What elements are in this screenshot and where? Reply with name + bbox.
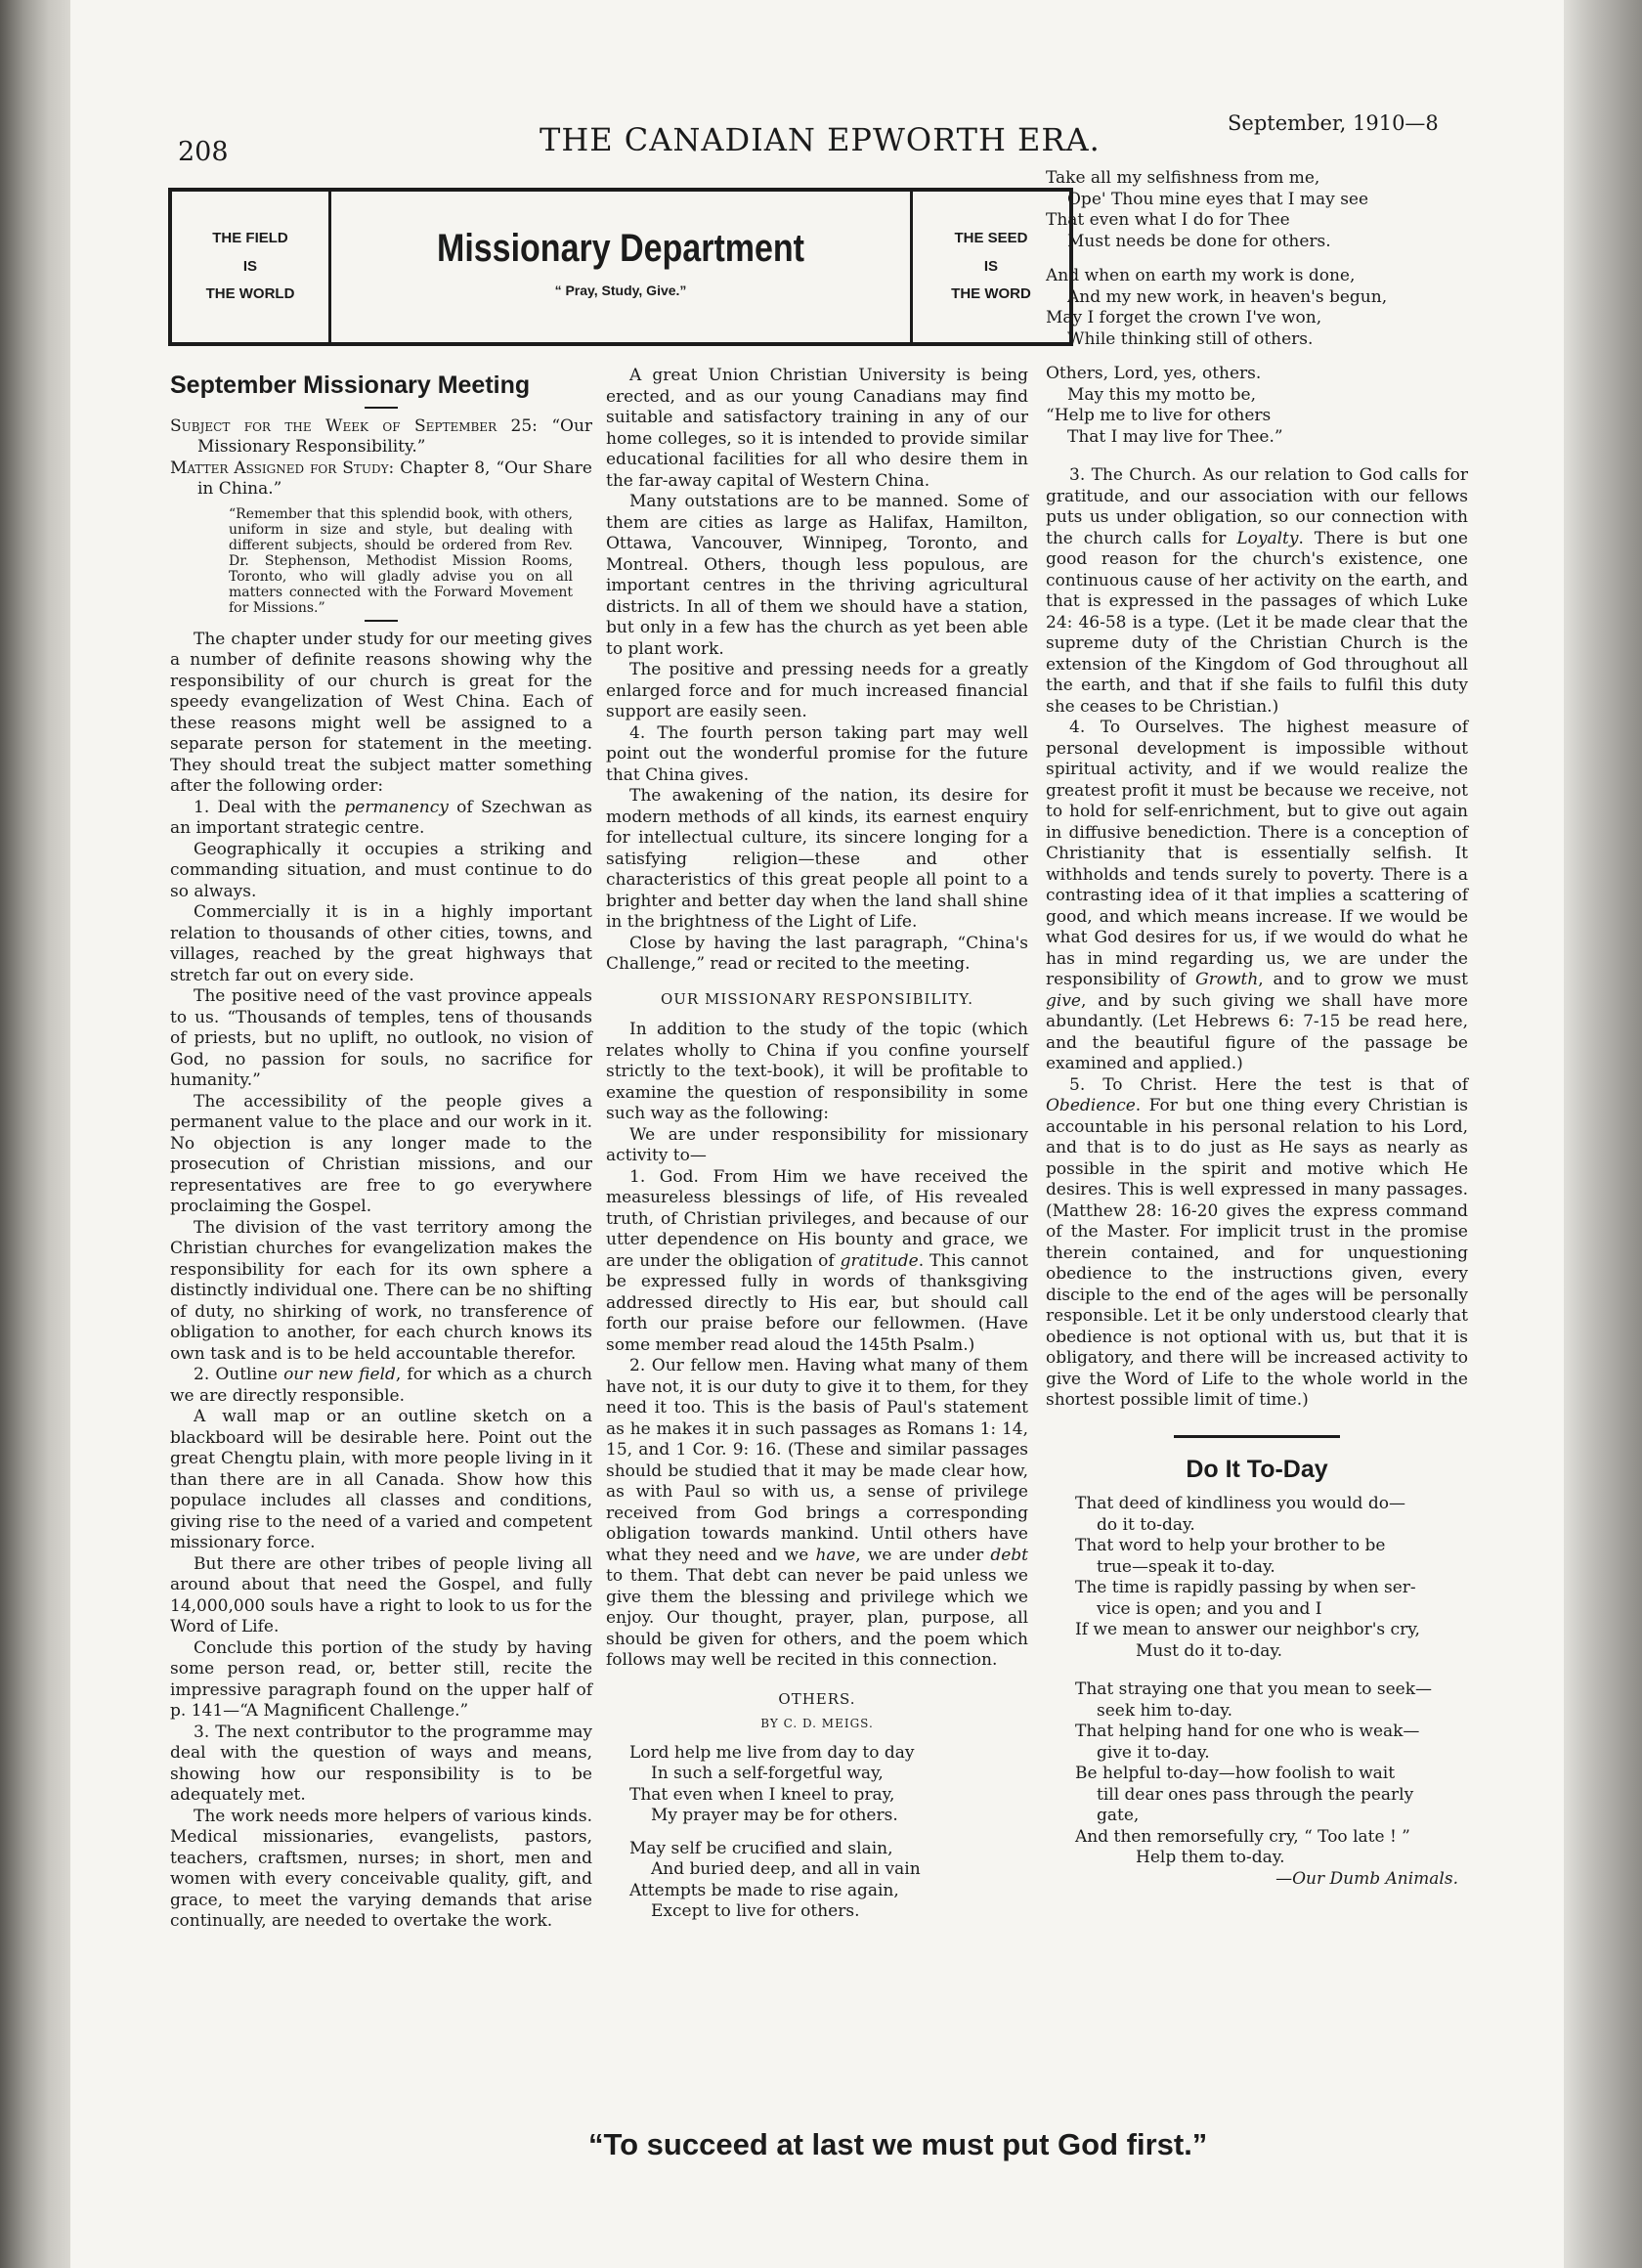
poem-line: And when on earth my work is done, — [1046, 266, 1356, 285]
banner-left-line: IS — [242, 257, 258, 275]
paragraph: 3. The next contributor to the programme may deal with the question of ways and means, showing how our responsibility is to be adequately met. — [170, 1722, 592, 1805]
paragraph: We are under responsibility for missionary activity to— — [606, 1124, 1028, 1165]
poem-do-it-today — [1046, 1494, 1468, 1890]
book-binding — [0, 0, 70, 2268]
page-number: 208 — [178, 137, 229, 167]
poem-line: In such a self-forgetful way, — [651, 1764, 884, 1783]
banner-left-line: THE FIELD — [212, 230, 288, 247]
department-motto: “ Pray, Study, Give.” — [554, 283, 687, 298]
banner-right-line: IS — [983, 257, 999, 275]
banner-right-line: THE SEED — [954, 230, 1028, 247]
paragraph: Many outstations are to be manned. Some of them are cities as large as Halifax, Hamilton, Ottawa, Vancouver, Winnipeg, Toronto, and Montreal. Others, though less populous, are important centres in the thriving agricultural districts. In all of them we should have a station, but only in a few has the church as yet been able to plant work. — [606, 492, 1028, 659]
department-banner — [168, 188, 1073, 346]
paragraph: Commercially it is in a highly important relation to thousands of other cities, towns, and villages, reached by the great highways that stretch far out on every side. — [170, 902, 592, 985]
section-divider — [1174, 1435, 1340, 1438]
poem-line: That even when I kneel to pray, — [629, 1784, 895, 1805]
poem-line: If we mean to answer our neighbor's cry, — [1075, 1620, 1420, 1639]
paragraph: 2. Our fellow men. Having what many of them have not, it is our duty to give it to them, for they need it too. This is the basis of Paul's statement as he makes it in such passages as Romans 1: 14, 15, and 1 Cor. 9: 16. (These and similar passages should be studied that it may be made clear how, as with Paul so with us, a sense of privilege received from God brings a corresponding obligation towards mankind. Until others have what they need and we have, we are under debt to them. That debt can never be paid unless we give them the blessing and privilege which we enjoy. Our thought, prayer, plan, purpose, all should be given for others, and the poem which follows may well be recited in this connection. — [606, 1356, 1029, 1670]
adjacent-page-edge — [1564, 0, 1642, 2268]
paragraph: 1. God. From Him we have received the measureless blessings of life, of His revealed truth, of Christian privileges, and because of our utter dependence on His bounty and grace, we are under the obligation of gratitude. This cannot be expressed fully in words of thanksgiving addressed directly to His ear, but should call forth our praise before our fellowmen. (Have some member read aloud the 145th Psalm.) — [606, 1166, 1028, 1355]
poem-line: That straying one that you mean to seek— — [1075, 1679, 1433, 1699]
paragraph: 3. The Church. As our relation to God calls for gratitude, and our association with our fellows puts us under obligation, so our connection with the church calls for Loyalty. There is but one good reason for the church's existence, one continuous cause of her activity on the earth, and that is expressed in the passages of which Luke 24: 46-58 is a type. (Let it be made clear that the supreme duty of the Christian Church is the extension of the Kingdom of God throughout all the earth, and that if she fails to fulfil this duty she ceases to be Christian.) — [1046, 465, 1468, 717]
poem-line: Be helpful to-day—how foolish to wait — [1075, 1764, 1396, 1783]
matter-line: Matter Assigned for Study: Chapter 8, “Our Share in China.” — [170, 458, 592, 499]
poem-line: Others, Lord, yes, others. — [1046, 364, 1262, 383]
banner-left-box — [172, 192, 331, 342]
poem-line: Take all my selfishness from me, — [1046, 168, 1320, 188]
poem-line: Attempts be made to rise again, — [629, 1880, 899, 1900]
paragraph: The positive need of the vast province appeals to us. “Thousands of temples, tens of thousands of priests, but no uplift, no outlook, no vision of God, no passion for souls, no sacrifice for humanity.” — [170, 986, 592, 1090]
poem-title: OTHERS. — [778, 1689, 856, 1708]
poem-line: give it to-day. — [1097, 1742, 1210, 1763]
column-2 — [606, 366, 1028, 1941]
poem-source: —Our Dumb Animals. — [1275, 1868, 1458, 1889]
running-title: THE CANADIAN EPWORTH ERA. — [540, 121, 1101, 158]
poem-line: seek him to-day. — [1097, 1700, 1233, 1721]
paragraph: Conclude this portion of the study by having some person read, or, better still, recite the impressive paragraph found on the upper half of p. 141—“A Magnificent Challenge.” — [170, 1637, 592, 1721]
poem-line: “Help me to live for others — [1046, 406, 1272, 425]
poem-line: Must do it to-day. — [1136, 1640, 1283, 1661]
poem-line: That helping hand for one who is weak— — [1075, 1722, 1420, 1741]
paragraph: 2. Outline our new field, for which as a church we are directly responsible. — [170, 1365, 592, 1406]
paragraph: Close by having the last paragraph, “China's Challenge,” read or recited to the meeting. — [606, 933, 1028, 974]
book-note: “Remember that this splendid book, with others, uniform in size and style, but dealing with different subjects, should be ordered from Rev. Dr. Stephenson, Methodist Mission Rooms, Toronto, who will gladly advise you on all matters connected with the Forward Movement for Missions.” — [229, 505, 573, 616]
poem-heading: Do It To-Day — [1186, 1455, 1328, 1483]
paragraph: The awakening of the nation, its desire for modern methods of all kinds, its earnest enquiry for intellectual culture, its sincere longing for a satisfying religion—these and other characteristics of this great people all point to a brighter and better day when the land shall shine in the brightness of the Light of Life. — [606, 786, 1028, 932]
poem-line: till dear ones pass through the pearly — [1097, 1784, 1414, 1805]
poem-line: May I forget the crown I've won, — [1046, 308, 1322, 327]
banner-left-line: THE WORLD — [205, 285, 295, 303]
magazine-page — [70, 0, 1564, 2268]
paragraph: The chapter under study for our meeting gives a number of definite reasons showing why the responsibility of our church is great for the speedy evangelization of West China. Each of these reasons might well be assigned to a separate person for statement in the meeting. They should treat the subject matter something after the following order: — [170, 629, 592, 796]
divider — [365, 620, 398, 622]
article-heading: September Missionary Meeting — [170, 371, 531, 399]
column-1 — [170, 371, 593, 1933]
banner-center — [331, 192, 910, 342]
poem-line: And buried deep, and all in vain — [651, 1859, 921, 1879]
poem-line: Must needs be done for others. — [1067, 231, 1331, 251]
poem-line: May this my motto be, — [1067, 384, 1257, 405]
poem-line: Ope' Thou mine eyes that I may see — [1067, 189, 1369, 209]
poem-line: And my new work, in heaven's begun, — [1067, 286, 1388, 307]
paragraph: A great Union Christian University is being erected, and as our young Canadians may find suitable and satisfactory training in any of our home colleges, so it is intended to provide similar educational facilities for all who desire them in the far-away capital of Western China. — [606, 366, 1028, 491]
poem-line: That word to help your brother to be — [1075, 1536, 1386, 1555]
poem-others-continued — [1046, 168, 1468, 448]
paragraph: The accessibility of the people gives a permanent value to the place and our work in it. No objection is any longer made to the prosecution of Christian missions, and our representatives are free to go everywhere proclaiming the Gospel. — [170, 1091, 592, 1216]
paragraph: The positive and pressing needs for a greatly enlarged force and for much increased financial support are easily seen. — [606, 660, 1028, 721]
poem-line: While thinking still of others. — [1067, 328, 1314, 349]
poem-line: May self be crucified and slain, — [629, 1838, 893, 1858]
poem-line: Help them to-day. — [1136, 1848, 1285, 1867]
paragraph: 5. To Christ. Here the test is that of Obedience. For but one thing every Christian is accountable in his personal relation to his Lord, and that is to do just as He says as nearly as possible in the spirit and motive which He desires. This is well expressed in many passages. (Matthew 28: 16-20 gives the express command of the Master. For implicit trust in the promise therein contained, and for unquestioning obedience to the instructions given, every disciple to the end of the ages will be personally responsible. Let it be only understood clearly that obedience is not optional with us, but that it is obligatory, and there will be increased activity to give the Word of Life to the whole world in the shortest possible limit of time.) — [1046, 1074, 1468, 1410]
poem-line: do it to-day. — [1097, 1514, 1195, 1535]
poem-others — [606, 1743, 1028, 1923]
divider — [365, 407, 398, 409]
poem-author: BY C. D. MEIGS. — [760, 1717, 874, 1730]
paragraph: Geographically it occupies a striking and commanding situation, and must continue to do so always. — [170, 839, 592, 901]
poem-line: That I may live for Thee.” — [1067, 426, 1283, 447]
paragraph: A wall map or an outline sketch on a blackboard will be desirable here. Point out the great Chengtu plain, with more people living in it than there are in all Canada. Show how this populace includes all classes and conditions, giving rise to the need of a varied and competent missionary force. — [170, 1407, 592, 1552]
poem-line: Lord help me live from day to day — [629, 1742, 915, 1763]
subject-line: Subject for the Week of September 25: “Our Missionary Responsibility.” — [170, 415, 593, 457]
poem-line: The time is rapidly passing by when ser- — [1075, 1578, 1416, 1597]
poem-line: Except to live for others. — [651, 1901, 860, 1921]
paragraph: 4. The fourth person taking part may well point out the wonderful promise for the future that China gives. — [606, 722, 1028, 785]
paragraph: The work needs more helpers of various kinds. Medical missionaries, evangelists, pastors, teachers, craftsmen, nurses; in short, men and women with every conceivable quality, gift, and grace, to meet the varying demands that arise continually, are needed to overtake the work. — [170, 1806, 592, 1931]
paragraph: The division of the vast territory among the Christian churches for evangelization makes the responsibility for each for its own sphere a distinctly individual one. There can be no shifting of duty, no shirking of work, no transference of obligation to another, for each church knows its own task and is to be held accountable therefor. — [170, 1217, 592, 1364]
poem-line: And then remorsefully cry, “ Too late ! ” — [1075, 1826, 1410, 1847]
poem-line: My prayer may be for others. — [651, 1806, 898, 1825]
poem-line: vice is open; and you and I — [1097, 1598, 1322, 1619]
poem-line: That even what I do for Thee — [1046, 210, 1290, 230]
paragraph: 4. To Ourselves. The highest measure of personal development is impossible without spiritual activity, and if we would realize the greatest profit it must be because we receive, not to hold for self-enrichment, but to give out again in diffusive benediction. There is a conception of Christianity that is essentially selfish. It withholds and tends surely to poverty. There is a contrasting idea of it that implies a scattering of good, and which means increase. If we would be what God desires for us, if we would do what he has in mind regarding us, we are under the responsibility of Growth, and to grow we must give, and by such giving we shall have more abundantly. (Let Hebrews 6: 7-15 be read here, and the beautiful figure of the passage be examined and applied.) — [1046, 718, 1468, 1073]
paragraph: 1. Deal with the permanency of Szechwan as an important strategic centre. — [170, 797, 592, 838]
section-subheading: OUR MISSIONARY RESPONSIBILITY. — [660, 989, 974, 1008]
poem-line: true—speak it to-day. — [1097, 1556, 1275, 1577]
footer-quote: “To succeed at last we must put God first.” — [588, 2127, 1208, 2161]
poem-line: That deed of kindliness you would do— — [1075, 1494, 1405, 1513]
paragraph: In addition to the study of the topic (which relates wholly to China if you confine yourself strictly to the text-book), it will be profitable to examine the question of responsibility in some such way as the following: — [606, 1020, 1028, 1123]
banner-right-line: THE WORD — [951, 285, 1031, 303]
poem-line: gate, — [1097, 1806, 1140, 1825]
column-3 — [1046, 168, 1468, 1907]
paragraph: But there are other tribes of people living all around about that need the Gospel, and fully 14,000,000 souls have a right to look to us for the Word of Life. — [170, 1553, 592, 1636]
issue-date: September, 1910—8 — [1228, 111, 1439, 135]
department-title: Missionary Department — [437, 227, 804, 270]
